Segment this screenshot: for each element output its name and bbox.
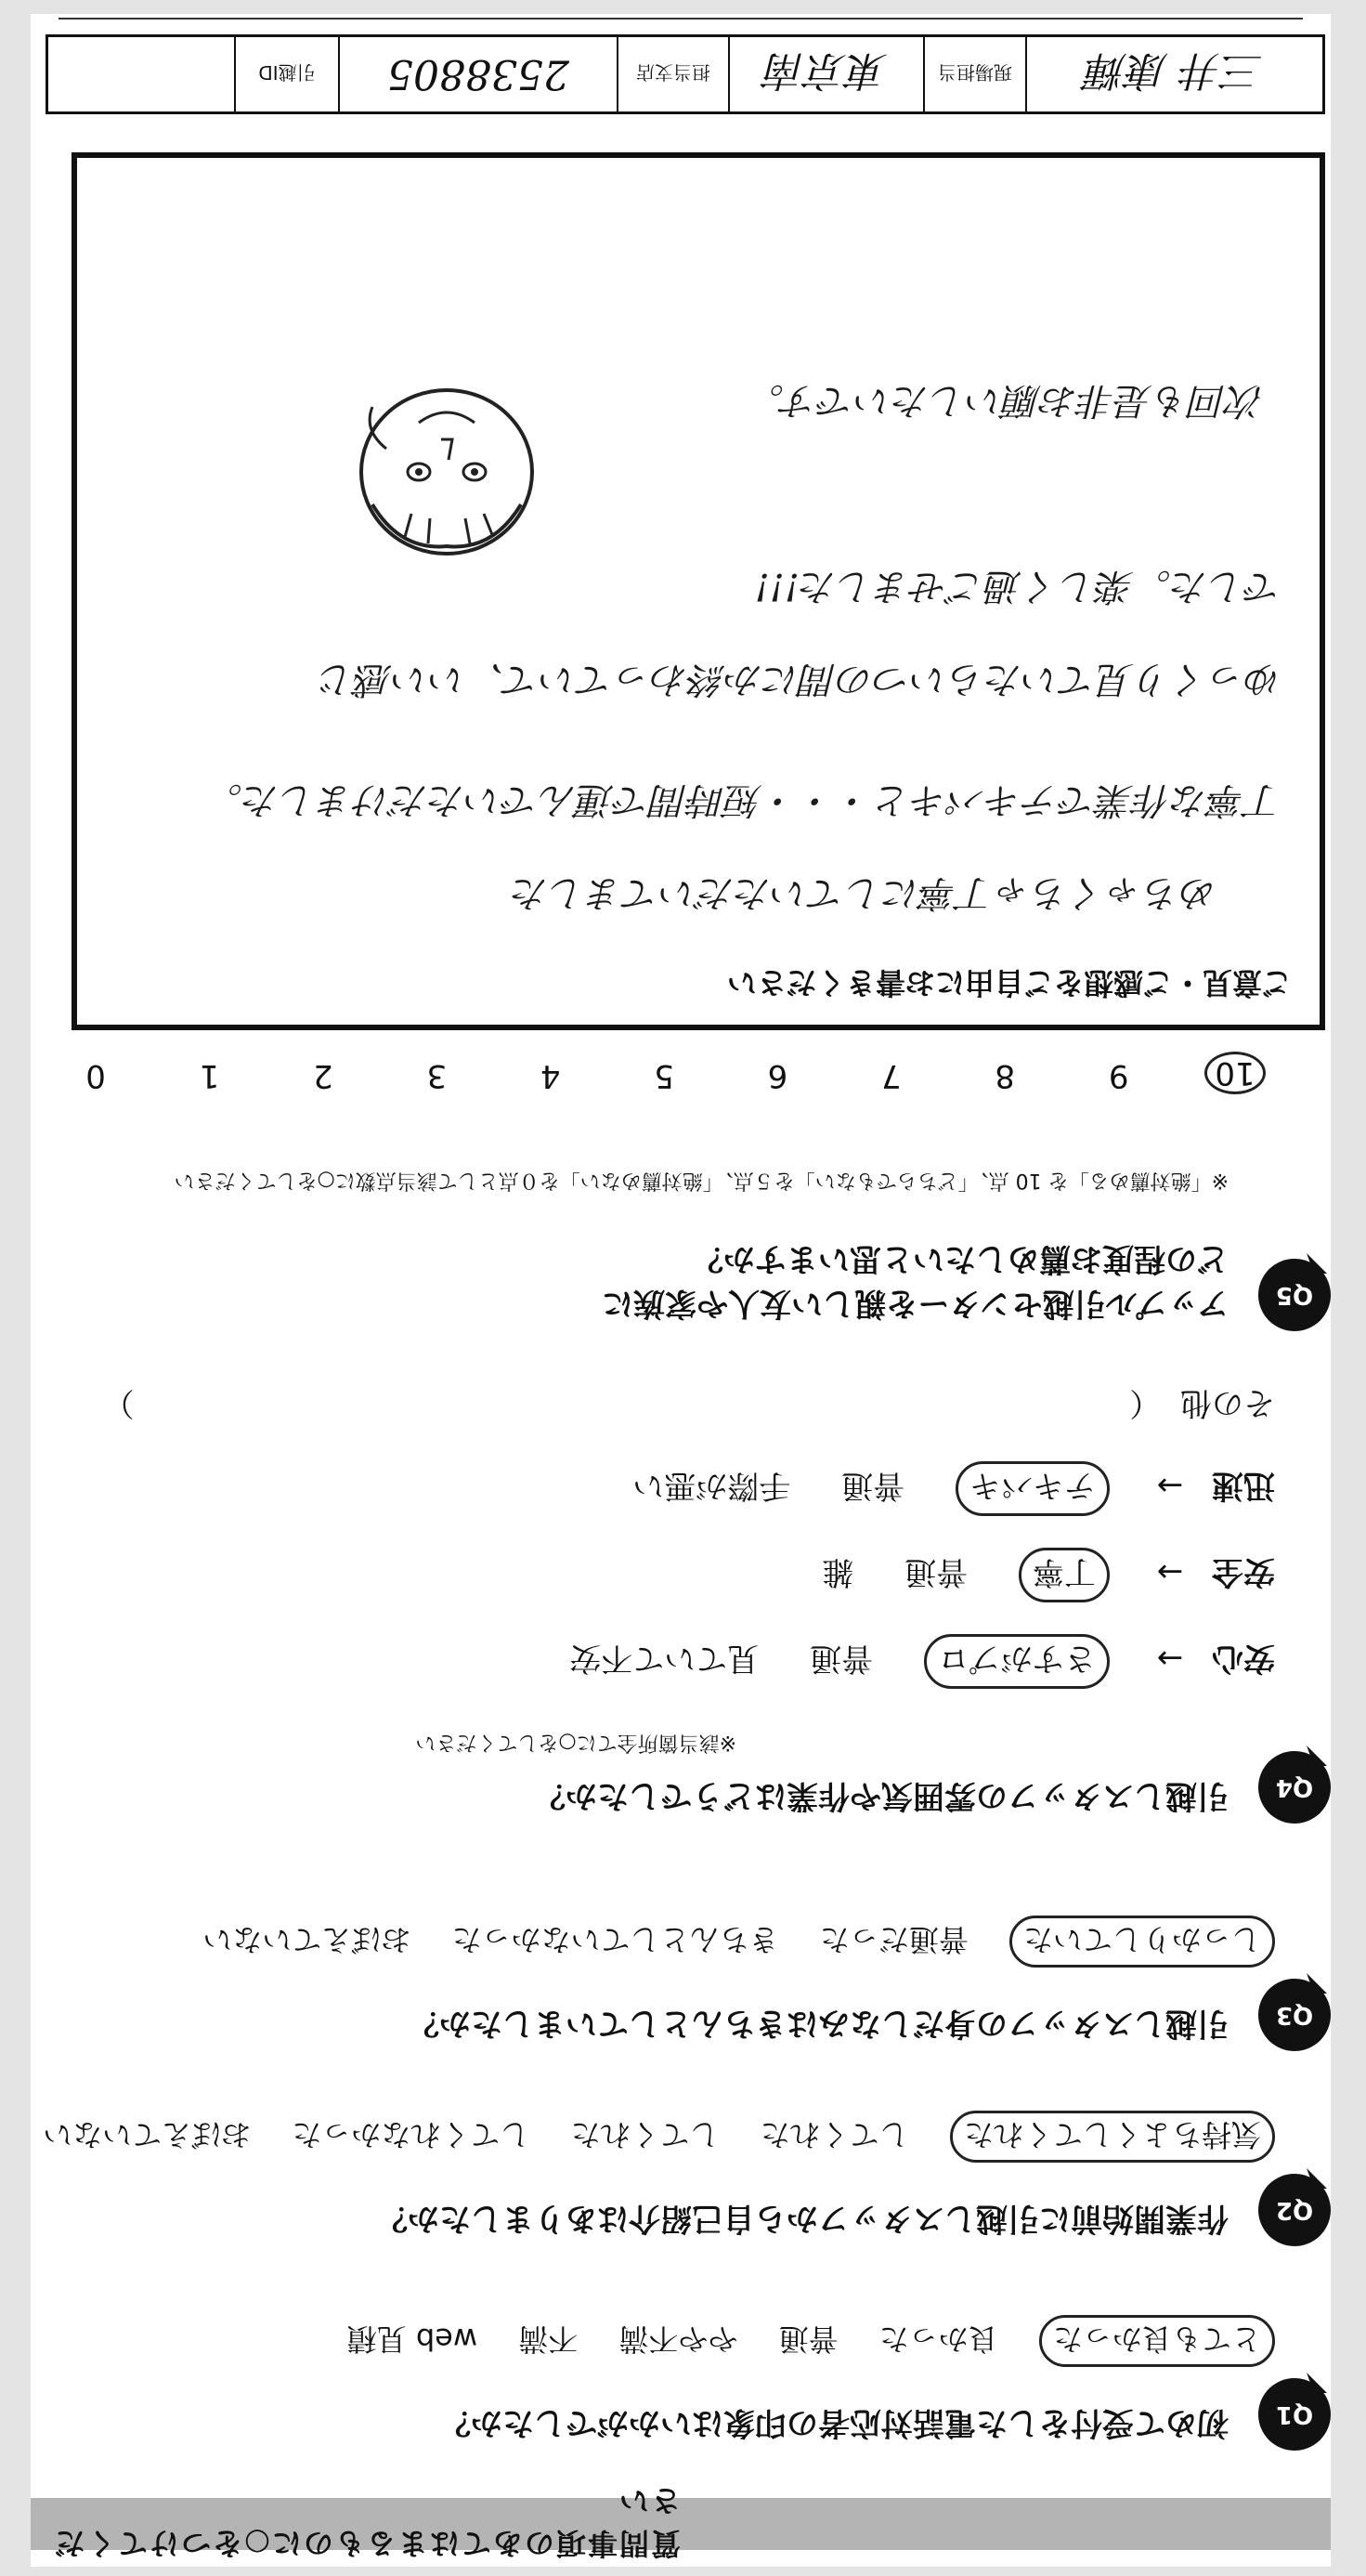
q3-option-1[interactable]: しっかりしていた <box>1009 1916 1275 1968</box>
arrow-right-icon: → <box>1156 1467 1184 1504</box>
scale-9[interactable]: 9 <box>1108 1057 1129 1094</box>
instruction-band <box>31 2483 1331 2561</box>
q4-other-row <box>103 1383 1275 1429</box>
q4-row-anshin <box>528 1634 1275 1689</box>
survey-paper <box>31 14 1331 2567</box>
scale-3[interactable]: 3 <box>426 1057 448 1094</box>
q2-option-3[interactable]: してくれた <box>570 2117 720 2152</box>
q5-note: ※「絶対薦める」を 10 点、「どちらでもない」を５点、「絶対薦めない」を０点として該当点数に○をしてください <box>174 1169 1229 1192</box>
q3-option-2[interactable]: 普通だった <box>819 1922 969 1957</box>
instruction-text: 質問事項のあてはまるものに○をつけてください <box>53 2483 681 2561</box>
q3-options <box>171 1916 1275 1968</box>
id-value: 2538805 <box>387 50 569 98</box>
q3-text: 引越しスタッフの身だしなみはきちんとしていましたか？ <box>408 2005 1229 2042</box>
q4-row-2-category: 安全 <box>1212 1553 1275 1590</box>
q1-option-3[interactable]: 普通 <box>778 2321 839 2357</box>
branch-label: 担当支店 <box>636 61 710 85</box>
branch-value-cell <box>728 37 923 111</box>
q2-badge: Q2 <box>1258 2174 1331 2246</box>
q4-row-2-option-3[interactable]: 雑 <box>822 1553 854 1590</box>
scale-6[interactable]: 6 <box>767 1057 788 1094</box>
q4-row-1-category: 安心 <box>1212 1640 1275 1677</box>
scale-0[interactable]: 0 <box>85 1057 106 1094</box>
scale-5[interactable]: 5 <box>654 1057 674 1094</box>
q2-option-2[interactable]: してくれた <box>760 2117 909 2152</box>
q2-options <box>11 2111 1275 2163</box>
leader-label-cell <box>923 37 1025 111</box>
id-table-blank-cell <box>48 37 234 111</box>
arrow-right-icon: → <box>1156 1640 1184 1677</box>
q4-row-jinsoku <box>592 1461 1275 1516</box>
leader-label: 現場担当 <box>938 61 1012 85</box>
q5-badge: Q5 <box>1258 1259 1331 1331</box>
comment-box[interactable] <box>72 152 1325 1030</box>
q4-row-1-option-3[interactable]: 見ていて不安 <box>569 1640 760 1677</box>
q5-text-line2: どの程度お薦めしたいと思いますか？ <box>692 1240 1229 1277</box>
q4-row-anzen <box>781 1548 1275 1602</box>
q4-row-3-option-1[interactable]: テキパキ <box>956 1461 1110 1516</box>
q4-badge: Q4 <box>1258 1751 1331 1824</box>
q1-options <box>316 2315 1275 2367</box>
id-label: 引越ID <box>258 61 316 85</box>
q1-text: 初めて受付をした電話対応者の印象はいかがでしたか？ <box>439 2404 1229 2441</box>
q3-option-4[interactable]: おぼえていない <box>202 1922 411 1957</box>
comment-line-4: でした。楽しく過ごせました!!! <box>754 565 1282 608</box>
scale-10[interactable]: 10 <box>1204 1052 1266 1094</box>
staff-id-table <box>46 34 1325 114</box>
arrow-right-icon: → <box>1156 1553 1184 1590</box>
q4-row-3-option-2[interactable]: 普通 <box>841 1467 905 1504</box>
q1-option-4[interactable]: やや不満 <box>618 2321 738 2357</box>
q1-option-5[interactable]: 不満 <box>518 2321 579 2357</box>
q1-option-2[interactable]: 良かった <box>878 2321 998 2357</box>
branch-value: 東京南 <box>765 46 888 94</box>
q4-row-3-category: 迅速 <box>1212 1467 1275 1504</box>
comment-line-3: ゆっくり見ていたらいつの間にか終わっていて、いい感じ <box>318 658 1282 700</box>
bottom-divider <box>59 18 1303 20</box>
leader-value: 三井 康輝 <box>1086 46 1263 94</box>
q5-scale <box>68 1052 1266 1094</box>
comment-line-1: めちゃくちゃ丁寧にしていただいてました <box>512 871 1217 914</box>
scale-7[interactable]: 7 <box>881 1057 902 1094</box>
q4-other-close: ） <box>102 1384 135 1421</box>
comment-line-2: 丁寧な作業でテキパキと・・・短時間で運んでいただけました。 <box>205 778 1282 821</box>
comment-line-5: 次回も是非お願いしたいです。 <box>747 379 1264 422</box>
q1-badge: Q1 <box>1258 2378 1331 2451</box>
q4-text: 引越しスタッフの雰囲気や作業はどうでしたか？ <box>534 1777 1229 1814</box>
q4-note: ※該当箇所全てに○をしてください <box>415 1731 736 1754</box>
q2-option-1[interactable]: 気持ちよくしてくれた <box>950 2111 1275 2163</box>
q4-row-3-option-3[interactable]: 手際が悪い <box>632 1467 791 1504</box>
smiley-face-drawing <box>345 374 549 569</box>
scale-4[interactable]: 4 <box>540 1057 561 1094</box>
q3-option-3[interactable]: きちんとしていなかった <box>451 1922 779 1957</box>
q2-option-5[interactable]: おぼえていない <box>43 2117 252 2152</box>
q1-option-6[interactable]: web 見積 <box>346 2321 478 2357</box>
q4-row-2-option-1[interactable]: 丁寧 <box>1019 1548 1110 1602</box>
scale-1[interactable]: 1 <box>199 1057 220 1094</box>
q4-row-1-option-1[interactable]: さすがプロ <box>924 1634 1110 1689</box>
q1-option-1[interactable]: とても良かった <box>1039 2315 1275 2367</box>
q4-row-2-option-2[interactable]: 普通 <box>904 1553 969 1590</box>
scale-8[interactable]: 8 <box>995 1057 1016 1094</box>
id-label-cell <box>234 37 338 111</box>
branch-label-cell <box>617 37 728 111</box>
q2-option-4[interactable]: してくれなかった <box>292 2117 530 2152</box>
q2-text: 作業開始前に引越しスタッフから自己紹介はありましたか？ <box>376 2200 1229 2237</box>
scale-2[interactable]: 2 <box>313 1057 333 1094</box>
q4-row-1-option-2[interactable]: 普通 <box>810 1640 874 1677</box>
leader-value-cell <box>1025 37 1322 111</box>
id-value-cell <box>338 37 617 111</box>
q4-other-open: （ <box>1129 1384 1162 1421</box>
q5-text-line1: アップル引越センターを親しい友人や家族に <box>602 1285 1229 1322</box>
q4-other-label: その他 <box>1180 1384 1275 1421</box>
q3-badge: Q3 <box>1258 1979 1331 2051</box>
comment-title: ご意見・ご感想をご自由にお書きください <box>726 965 1292 1000</box>
